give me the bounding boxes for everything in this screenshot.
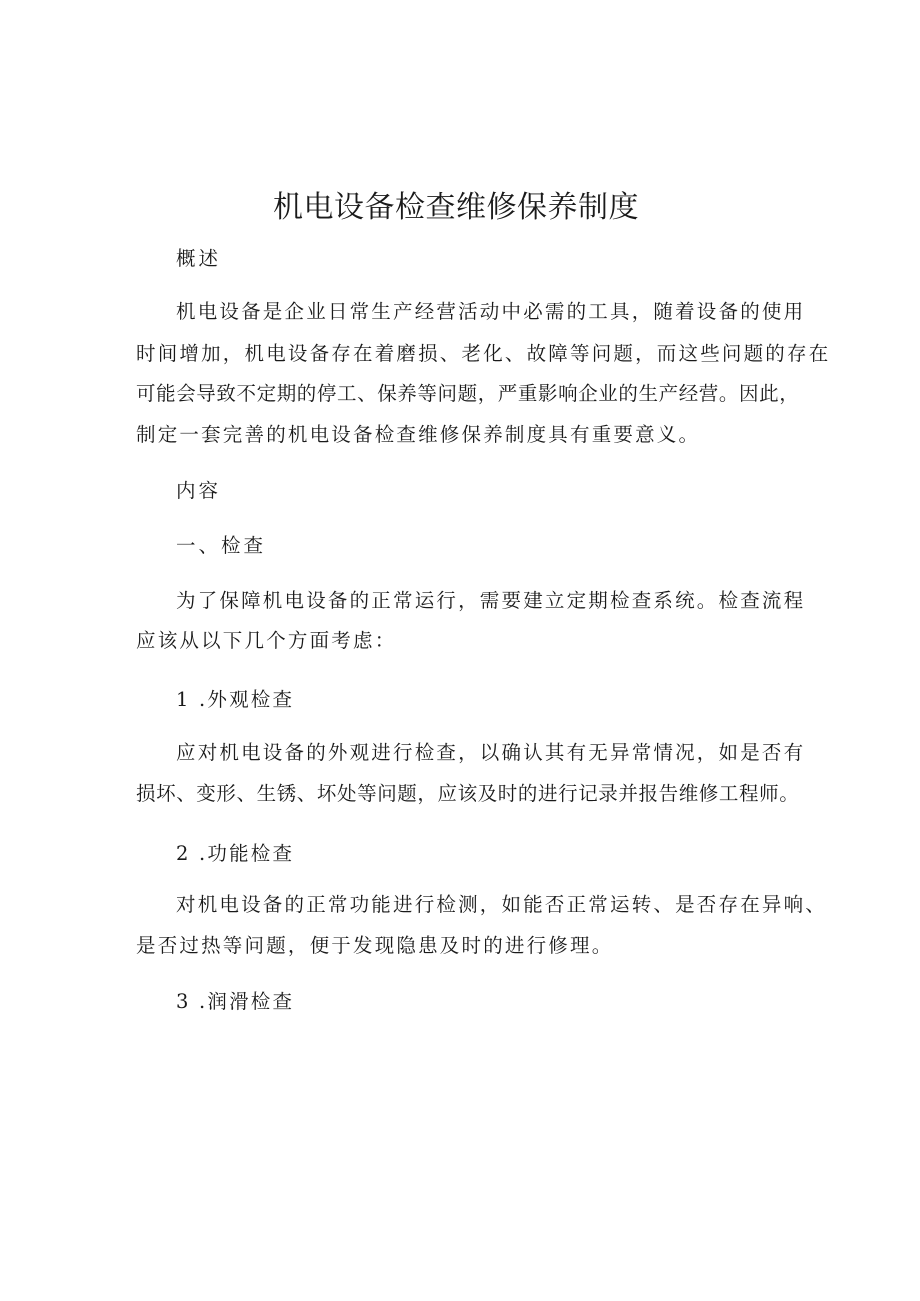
section1-heading: 一、检查 [176,534,267,557]
overview-line-3: 可能会导致不定期的停工、保养等问题，严重影响企业的生产经营。因此， [136,382,800,405]
item2-line-1: 对机电设备的正常功能进行检测，如能否正常运转、是否存在异响、 [176,893,828,916]
overview-line-2: 时间增加，机电设备存在着磨损、老化、故障等问题，而这些问题的存在 [136,342,831,365]
item3-heading: 3 .润滑检查 [176,990,295,1013]
content-heading: 内容 [176,479,222,502]
item2-line-2: 是否过热等问题，便于发现隐患及时的进行修理。 [136,934,614,957]
section1-intro-line-1: 为了保障机电设备的正常运行，需要建立定期检查系统。检查流程 [176,589,806,612]
document-title: 机电设备检查维修保养制度 [273,190,639,225]
overview-line-1: 机电设备是企业日常生产经营活动中必需的工具，随着设备的使用 [176,300,806,323]
item1-line-1: 应对机电设备的外观进行检查，以确认其有无异常情况，如是否有 [176,741,806,764]
item1-heading: 1 .外观检查 [176,688,295,711]
item1-line-2: 损坏、变形、生锈、坏处等问题，应该及时的进行记录并报告维修工程师。 [136,782,800,805]
section1-intro-line-2: 应该从以下几个方面考虑： [136,629,397,652]
item2-heading: 2 .功能检查 [176,842,295,865]
overview-heading: 概述 [176,247,222,270]
overview-line-4: 制定一套完善的机电设备检查维修保养制度具有重要意义。 [136,423,701,446]
